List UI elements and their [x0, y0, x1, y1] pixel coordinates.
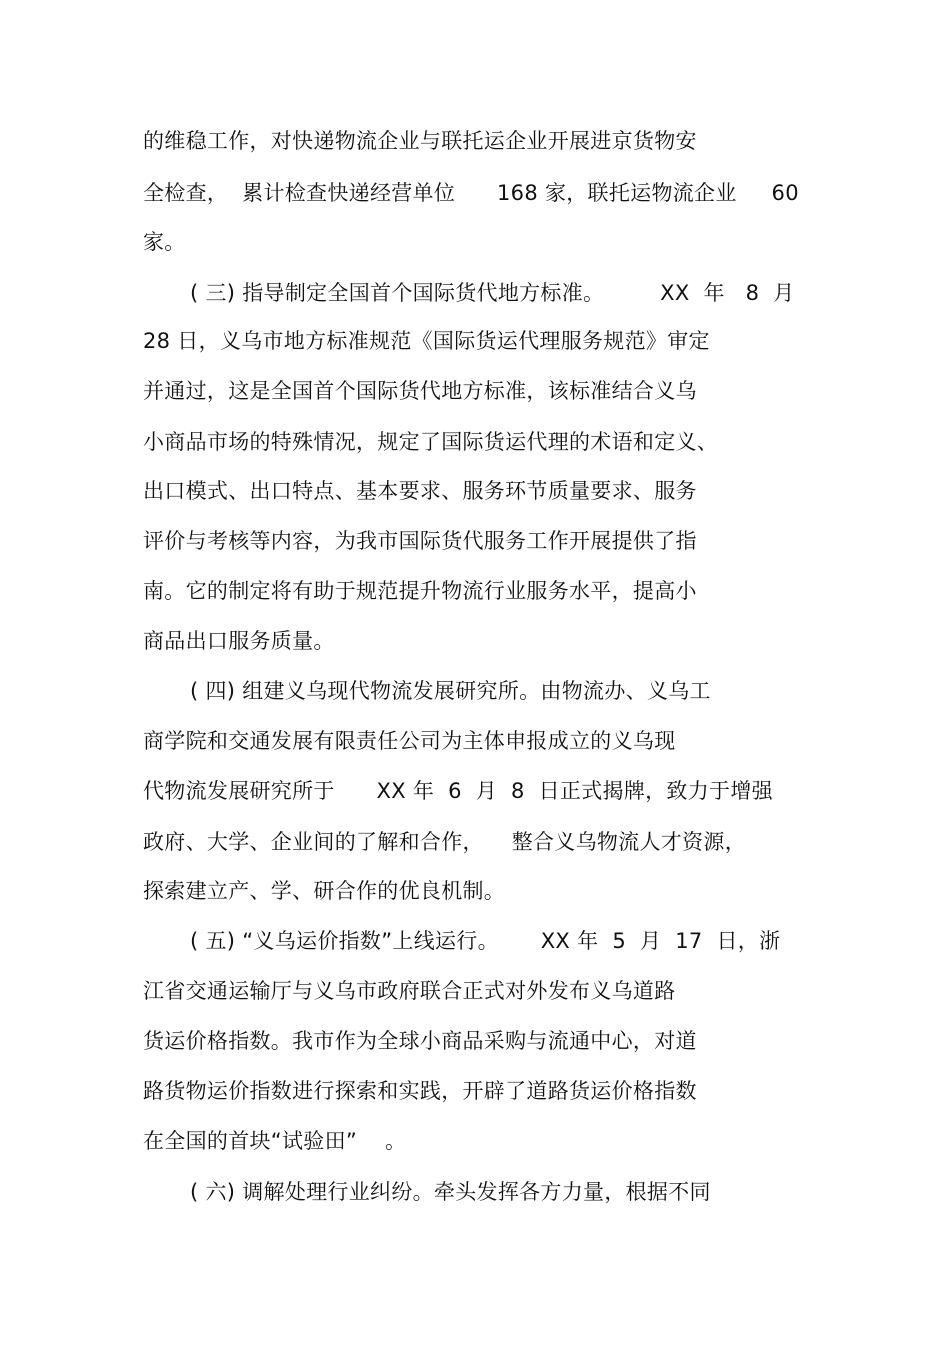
paragraph-3-heading-line: ( 三) 指导制定全国首个国际货代地方标准。 XX 年 8 月: [190, 281, 795, 305]
paragraph-6-heading-line: ( 六) 调解处理行业纠纷。牵头发挥各方力量，根据不同: [190, 1180, 711, 1204]
text-line-15: 政府、大学、企业间的了解和合作， 整合义乌物流人才资源，: [143, 830, 746, 854]
text-line-10: 南。它的制定将有助于规范提升物流行业服务水平，提高小: [143, 579, 697, 603]
text-line-8: 出口模式、出口特点、基本要求、服务环节质量要求、服务: [143, 479, 697, 503]
text-line-2: 全检查， 累计检查快递经营单位 168 家，联托运物流企业 60: [143, 181, 799, 205]
text-line-3: 家。: [143, 230, 186, 254]
text-line-6: 并通过，这是全国首个国际货代地方标准，该标准结合义乌: [143, 379, 697, 403]
text-line-18: 江省交通运输厅与义乌市政府联合正式对外发布义乌道路: [143, 979, 676, 1003]
text-line-21: 在全国的首块“试验田” 。: [143, 1129, 407, 1153]
text-line-1: 的维稳工作，对快递物流企业与联托运企业开展进京货物安: [143, 129, 697, 153]
text-line-13: 商学院和交通发展有限责任公司为主体申报成立的义乌现: [143, 729, 676, 753]
paragraph-4-heading-line: ( 四) 组建义乌现代物流发展研究所。由物流办、义乌工: [190, 679, 711, 703]
text-line-20: 路货物运价指数进行探索和实践，开辟了道路货运价格指数: [143, 1079, 697, 1103]
text-line-7: 小商品市场的特殊情况，规定了国际货运代理的术语和定义、: [143, 430, 719, 454]
text-line-11: 商品出口服务质量。: [143, 629, 335, 653]
text-line-19: 货运价格指数。我市作为全球小商品采购与流通中心，对道: [143, 1029, 697, 1053]
text-line-14: 代物流发展研究所于 XX 年 6 月 8 日正式揭牌，致力于增强: [143, 779, 773, 803]
text-line-16: 探索建立产、学、研合作的优良机制。: [143, 879, 506, 903]
text-line-9: 评价与考核等内容，为我市国际货代服务工作开展提供了指: [143, 529, 697, 553]
paragraph-5-heading-line: ( 五) “义乌运价指数”上线运行。 XX 年 5 月 17 日，浙: [190, 929, 781, 953]
text-line-5: 28 日，义乌市地方标准规范《国际货运代理服务规范》审定: [143, 329, 710, 353]
